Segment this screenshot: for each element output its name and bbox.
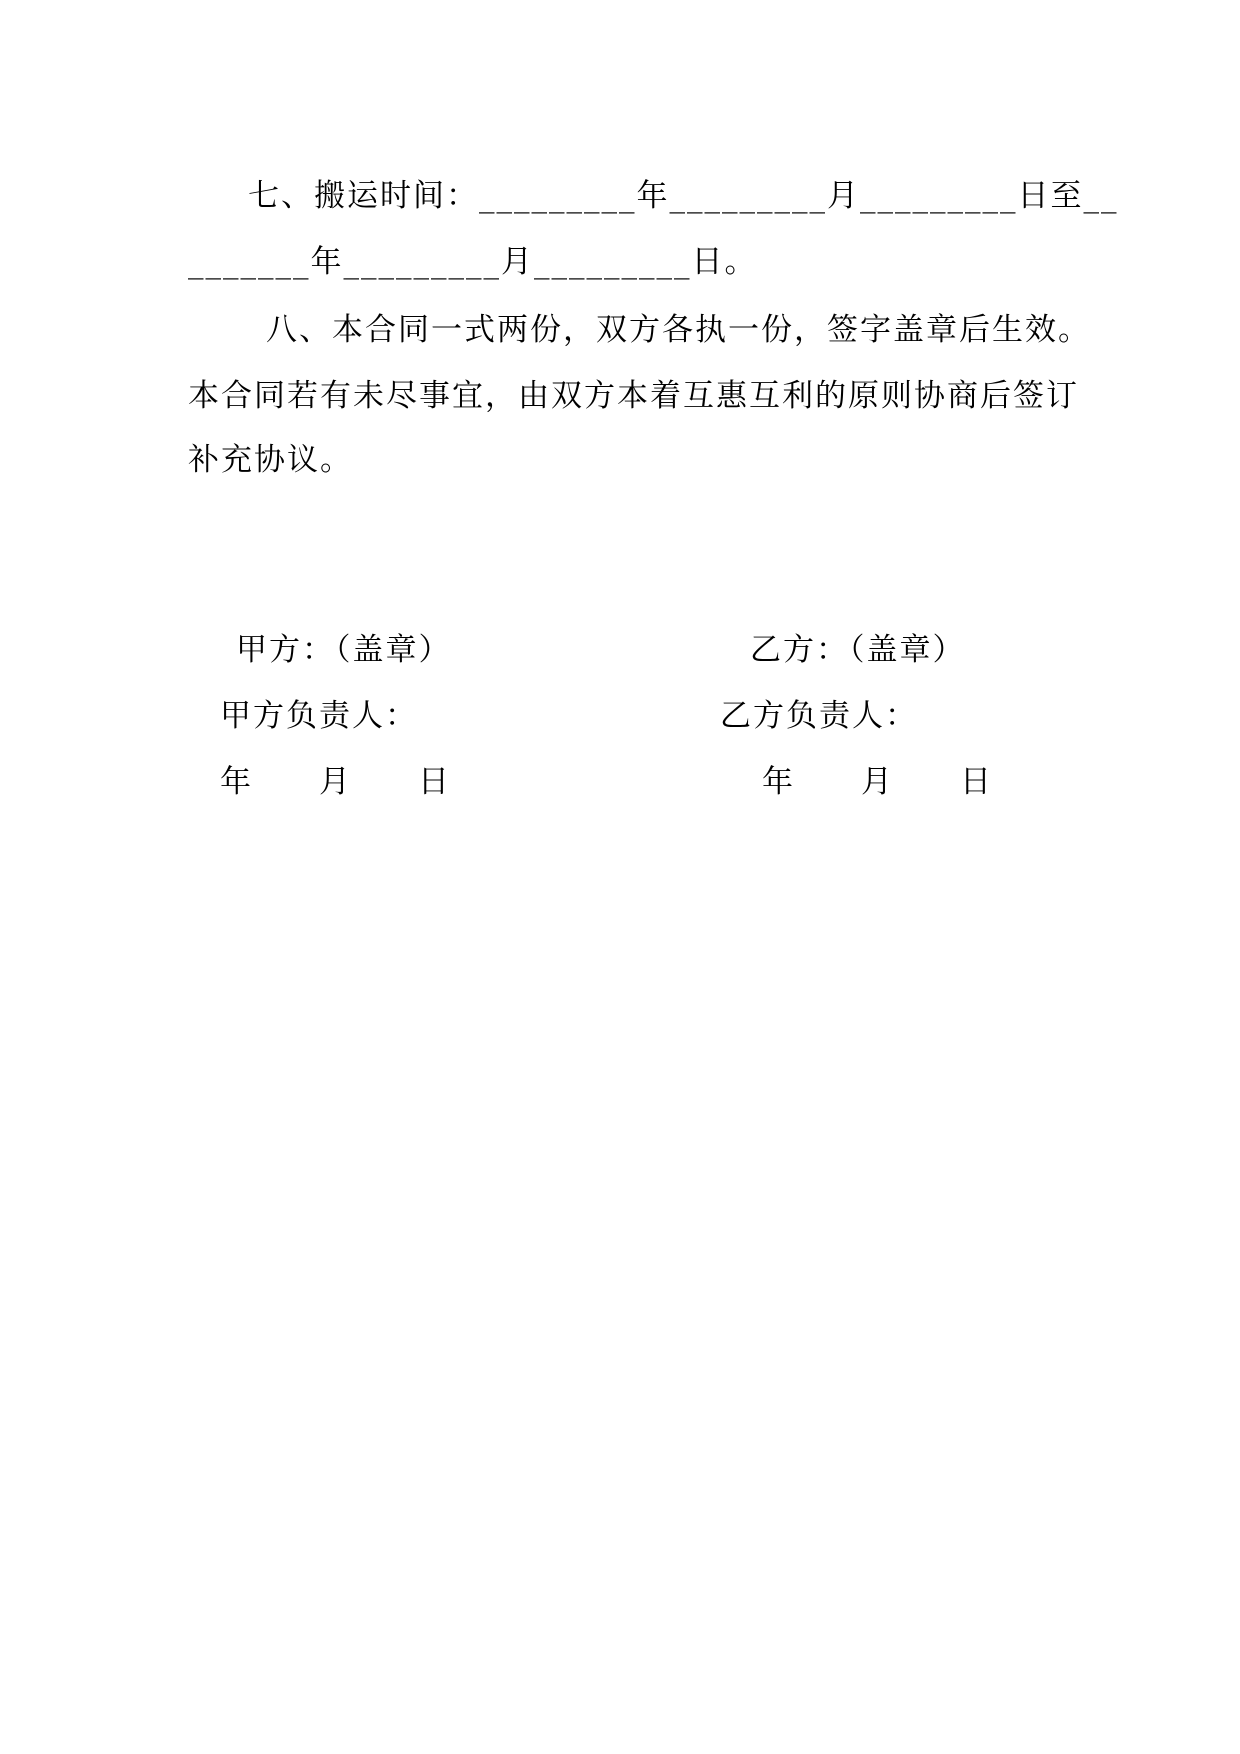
clause-7-line-1: 七、搬运时间：_________年_________月_________日至__ bbox=[248, 178, 1119, 214]
party-b-seal: 乙方：（盖章） bbox=[750, 632, 966, 668]
clause-8-line-1: 八、本合同一式两份，双方各执一份，签字盖章后生效。 bbox=[266, 312, 1091, 348]
party-b-date: 年 月 日 bbox=[762, 764, 993, 800]
clause-8-line-3: 补充协议。 bbox=[188, 442, 353, 478]
clause-8-line-2: 本合同若有未尽事宜，由双方本着互惠互利的原则协商后签订 bbox=[188, 378, 1079, 414]
party-a-date: 年 月 日 bbox=[220, 764, 451, 800]
party-b-representative: 乙方负责人： bbox=[720, 698, 918, 734]
party-a-seal: 甲方：（盖章） bbox=[236, 632, 452, 668]
clause-7-line-2: _______年_________月_________日。 bbox=[188, 244, 758, 280]
party-a-representative: 甲方负责人： bbox=[220, 698, 418, 734]
